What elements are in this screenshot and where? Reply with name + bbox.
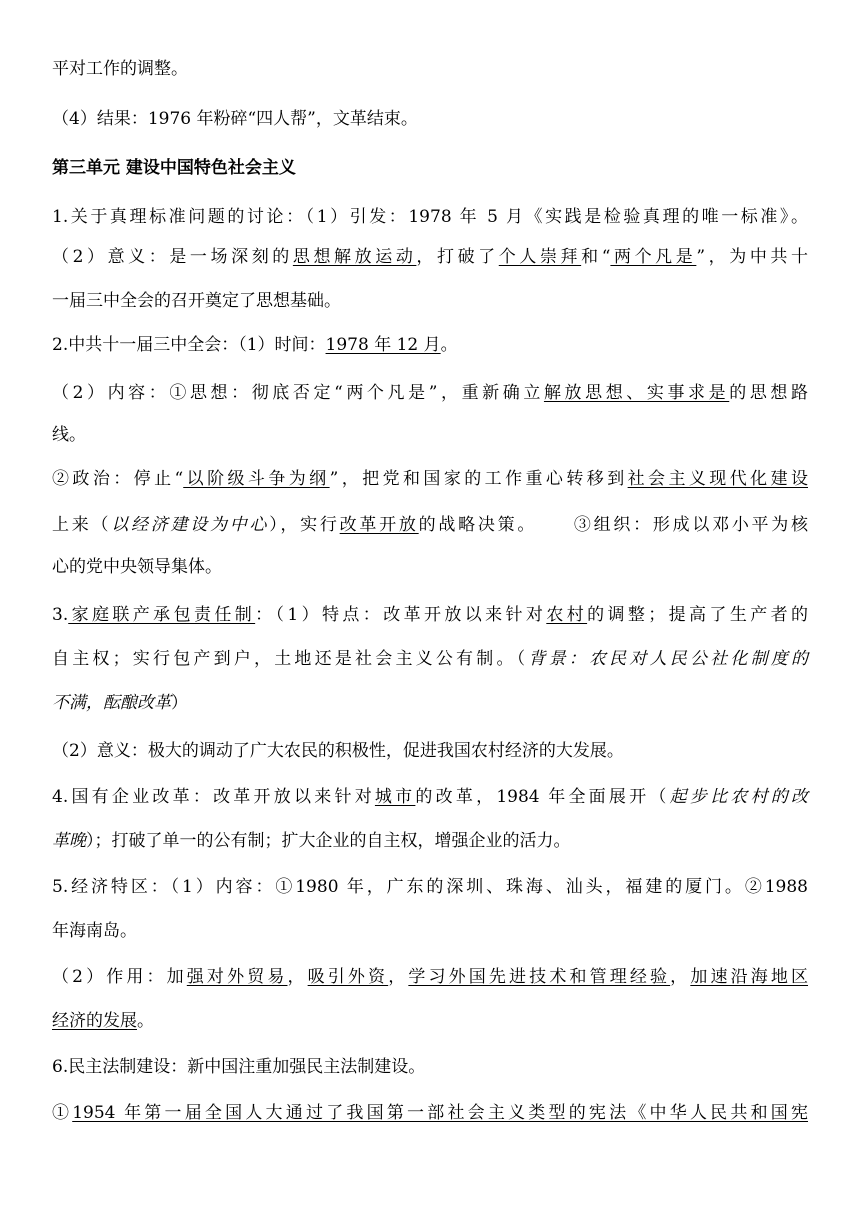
underlined-term: 社会主义现代化建设 (627, 469, 808, 489)
underlined-term: 1978 年 12 月 (325, 335, 441, 355)
italic-note: 不满，酝酿改革 (52, 693, 171, 713)
text-line: ①1954 年第一届全国人大通过了我国第一部社会主义类型的宪法《中华人民共和国宪 (52, 1103, 809, 1123)
underlined-term: 强对外贸易 (186, 967, 288, 987)
text-line: （2）意义：极大的调动了广大农民的积极性，促进我国农村经济的大发展。 (52, 741, 624, 761)
text-line: （2）内容：①思想：彻底否定“两个凡是”，重新确立解放思想、实事求是的思想路 (52, 383, 809, 403)
text-line: ②政治：停止“以阶级斗争为纲”，把党和国家的工作重心转移到社会主义现代化建设 (52, 469, 808, 489)
italic-note: 以经济建设为中心 (111, 515, 270, 535)
underlined-term: 1954 年第一届全国人大通过了我国第一部社会主义类型的宪法《中华人民共和国宪 (72, 1103, 809, 1123)
text-line: 经济的发展。 (52, 1011, 154, 1031)
italic-note: 革晚 (52, 831, 86, 851)
text-line: 4.国有企业改革：改革开放以来针对城市的改革，1984 年全面展开（起步比农村的改 (52, 787, 808, 807)
underlined-term: 城市 (374, 787, 416, 807)
text-line: （4）结果：1976 年粉碎“四人帮”，文革结束。 (52, 109, 418, 129)
text-line: 3.家庭联产承包责任制：（1）特点：改革开放以来针对农村的调整；提高了生产者的 (52, 605, 808, 625)
underlined-term: 学习外国先进技术和管理经验 (408, 967, 671, 987)
text-line: 平对工作的调整。 (52, 59, 188, 79)
underlined-term: 经济的发展 (52, 1011, 137, 1031)
underlined-term: 吸引外资 (307, 967, 389, 987)
underlined-term: 思想解放运动 (292, 247, 417, 267)
text-line: 心的党中央领导集体。 (52, 557, 222, 577)
text-line: 6.民主法制建设：新中国注重加强民主法制建设。 (52, 1057, 426, 1077)
text-line: 2.中共十一届三中全会：（1）时间：1978 年 12 月。 (52, 335, 458, 355)
text-line: 上来（以经济建设为中心），实行改革开放的战略决策。 ③组织：形成以邓小平为核 (52, 515, 809, 535)
text-line: 自主权；实行包产到户，土地还是社会主义公有制。（背景：农民对人民公社化制度的 (52, 649, 809, 669)
text-line: 不满，酝酿改革） (52, 693, 188, 713)
section-heading: 第三单元 建设中国特色社会主义 (52, 158, 296, 178)
underlined-term: 两个凡是 (610, 247, 697, 267)
underlined-term: 改革开放 (339, 515, 419, 535)
text-line: 一届三中全会的召开奠定了思想基础。 (52, 291, 341, 311)
italic-note: 起步比农村的改 (669, 787, 808, 807)
underlined-term: 家庭联产承包责任制 (68, 605, 256, 625)
text-line: 1.关于真理标准问题的讨论：（1）引发：1978 年 5 月《实践是检验真理的唯一标准》。 (52, 207, 808, 227)
underlined-term: 解放思想、实事求是 (543, 383, 730, 403)
text-line: 年海南岛。 (52, 921, 137, 941)
text-line: （2）作用：加强对外贸易，吸引外资，学习外国先进技术和管理经验，加速沿海地区 (52, 967, 809, 987)
underlined-term: 加速沿海地区 (690, 967, 809, 987)
italic-note: 背景：农民对人民公社化制度的 (528, 649, 809, 669)
underlined-term: 个人崇拜 (498, 247, 582, 267)
text-line: 5.经济特区：（1）内容：①1980 年，广东的深圳、珠海、汕头，福建的厦门。②1988 (52, 877, 808, 897)
text-line: 线。 (52, 425, 86, 445)
underlined-term: 农村 (546, 605, 588, 625)
text-line: （2）意义：是一场深刻的思想解放运动，打破了个人崇拜和“两个凡是”，为中共十 (52, 247, 808, 267)
text-line: 革晚）；打破了单一的公有制；扩大企业的自主权，增强企业的活力。 (52, 831, 571, 851)
underlined-term: 以阶级斗争为纲 (183, 469, 330, 489)
